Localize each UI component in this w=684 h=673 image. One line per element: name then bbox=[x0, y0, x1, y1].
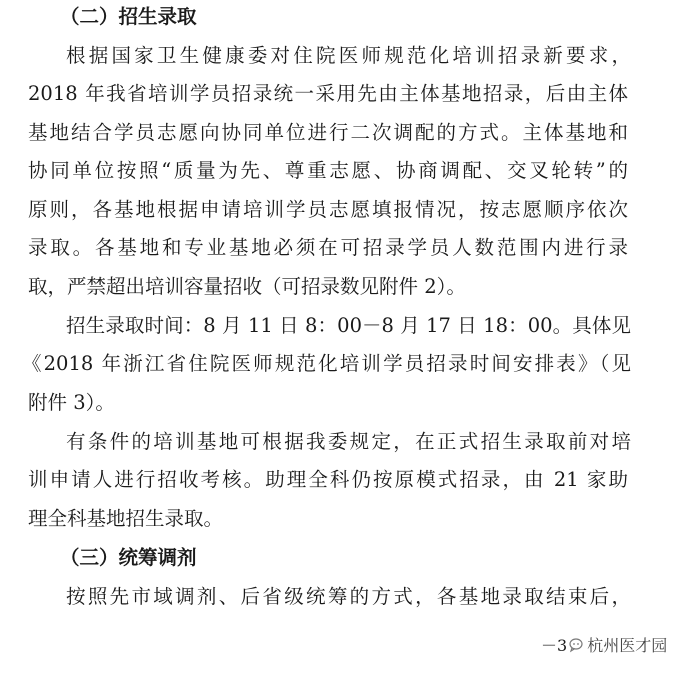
page-footer bbox=[541, 633, 667, 656]
watermark-text: 杭州医才园 bbox=[587, 636, 668, 655]
paragraph-line: 有条件的培训基地可根据我委规定，在正式招生录取前对培 bbox=[66, 430, 631, 453]
paragraph-line: 协同单位按照“质量为先、尊重志愿、协商调配、交叉轮转”的 bbox=[28, 159, 628, 182]
paragraph-line: 录取。各基地和专业基地必须在可招录学员人数范围内进行录 bbox=[28, 236, 628, 259]
paragraph-line: 训申请人进行招收考核。助理全科仍按原模式招录，由 21 家助 bbox=[28, 468, 628, 491]
wechat-bubble-icon bbox=[569, 637, 585, 653]
paragraph-line: 附件 3）。 bbox=[28, 391, 115, 414]
page-number: －3 bbox=[541, 636, 568, 655]
section-heading-3: （三）统筹调剂 bbox=[60, 546, 197, 569]
paragraph-line: 根据国家卫生健康委对住院医师规范化培训招录新要求， bbox=[66, 44, 631, 67]
paragraph-line: 《2018 年浙江省住院医师规范化培训学员招录时间安排表》（见 bbox=[22, 352, 631, 375]
section-heading-2: （二）招生录取 bbox=[60, 5, 197, 28]
paragraph-line: 原则，各基地根据申请培训学员志愿填报情况，按志愿顺序依次 bbox=[28, 198, 628, 221]
paragraph-line: 招生录取时间：8 月 11 日 8：00－8 月 17 日 18：00。具体见 bbox=[66, 314, 631, 337]
paragraph-line: 理全科基地招生录取。 bbox=[28, 507, 224, 530]
paragraph-line: 取，严禁超出培训容量招收（可招录数见附件 2）。 bbox=[28, 275, 466, 298]
paragraph-line: 按照先市域调剂、后省级统筹的方式，各基地录取结束后， bbox=[66, 585, 631, 608]
paragraph-line: 基地结合学员志愿向协同单位进行二次调配的方式。主体基地和 bbox=[28, 121, 628, 144]
paragraph-line: 2018 年我省培训学员招录统一采用先由主体基地招录，后由主体 bbox=[28, 82, 628, 105]
